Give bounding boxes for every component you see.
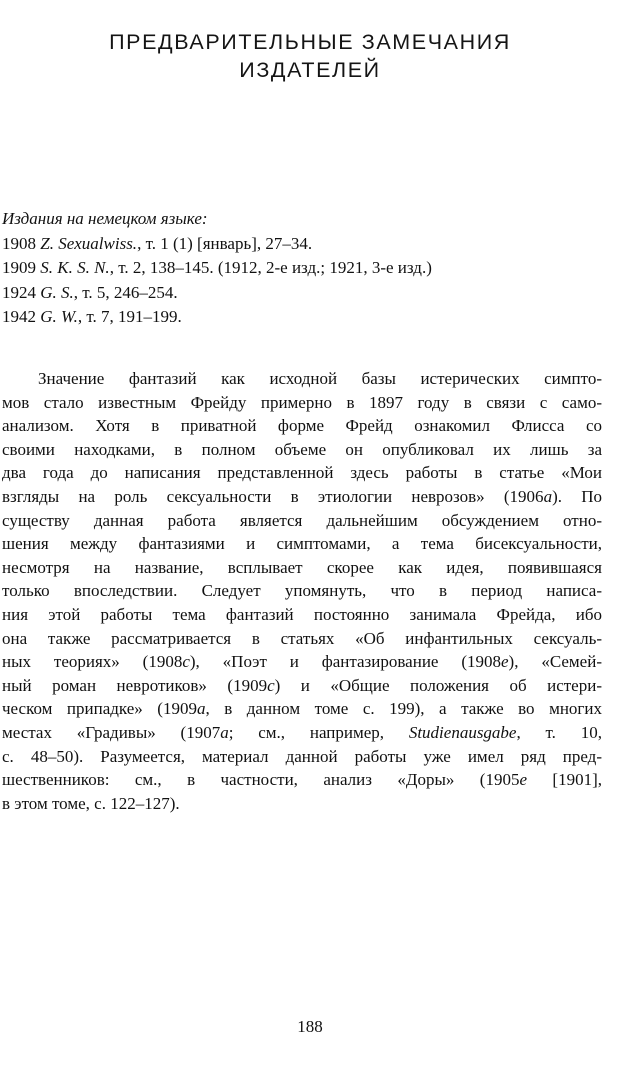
- edition-year: 1908: [2, 233, 36, 253]
- edition-source: S. K. S. N.: [40, 258, 110, 277]
- edition-source: G. W.: [40, 307, 78, 326]
- paragraph-line: Значение фантазий как исходной базы истерических симпто-: [38, 369, 602, 388]
- paragraph-line: местах «Градивы» (1907a; см., например, Studienausgabe, т. 10,: [2, 722, 602, 742]
- edition-entry: [2, 232, 602, 257]
- edition-details: , т. 1 (1) [январь], 27–34.: [137, 233, 313, 253]
- editions-list: [2, 207, 602, 330]
- edition-year: 1924: [2, 282, 36, 302]
- page-title-line-2: ИЗДАТЕЛЕЙ: [239, 58, 381, 82]
- edition-year: 1942: [2, 307, 36, 326]
- paragraph-line: анализом. Хотя в приватной форме Фрейд ознакомил Флисса со: [2, 416, 602, 436]
- paragraph-line: шения между фантазиями и симптомами, а тема бисексуальности,: [2, 534, 602, 554]
- edition-entry: [2, 281, 602, 306]
- paragraph-line: два года до написания представленной здесь работы в статье «Мои: [2, 463, 602, 483]
- paragraph-line: своими находками, в полном объеме он опубликовал их лишь за: [2, 439, 602, 459]
- edition-source: G. S.: [40, 282, 74, 302]
- paragraph-line: несмотря на название, всплывает скорее как идея, появившаяся: [2, 557, 602, 577]
- paragraph-line: ния этой работы тема фантазий постоянно занимала Фрейда, ибо: [2, 604, 602, 624]
- body-paragraph: [2, 367, 602, 815]
- edition-source: Z. Sexualwiss.: [40, 233, 138, 253]
- edition-details: , т. 2, 138–145. (1912, 2-е изд.; 1921, 3-е изд.): [109, 258, 432, 277]
- edition-entry: [2, 256, 602, 281]
- paragraph-line: она также рассматривается в статьях «Об инфантильных сексуаль-: [2, 628, 602, 648]
- edition-details: , т. 5, 246–254.: [73, 282, 178, 302]
- paragraph-line: в этом томе, с. 122–127).: [2, 793, 180, 813]
- edition-entry: [2, 305, 602, 330]
- edition-year: 1909: [2, 258, 36, 277]
- page-title: [0, 28, 620, 84]
- paragraph-line: шественников: см., в частности, анализ «Доры» (1905e [1901],: [2, 770, 602, 790]
- paragraph-line: ческом припадке» (1909a, в данном томе с. 199), а также во многих: [2, 699, 602, 719]
- paragraph-line: только впоследствии. Следует упомянуть, что в период написа-: [2, 581, 602, 601]
- paragraph-line: ных теориях» (1908c), «Поэт и фантазирование (1908e), «Семей-: [2, 652, 602, 672]
- edition-details: , т. 7, 191–199.: [77, 307, 182, 326]
- paragraph-line: ный роман невротиков» (1909c) и «Общие положения об истери-: [2, 675, 602, 695]
- page-title-line-1: ПРЕДВАРИТЕЛЬНЫЕ ЗАМЕЧАНИЯ: [109, 30, 511, 54]
- paragraph-line: существу данная работа является дальнейшим обсуждением отно-: [2, 510, 602, 530]
- editions-heading: Издания на немецком языке:: [2, 209, 208, 228]
- paragraph-line: с. 48–50). Разумеется, материал данной работы уже имел ряд пред-: [2, 746, 602, 766]
- paragraph-line: взгляды на роль сексуальности в этиологии неврозов» (1906a). По: [2, 486, 602, 506]
- paragraph-line: мов стало известным Фрейду примерно в 1897 году в связи с само-: [2, 392, 602, 412]
- page-number: 188: [297, 1017, 323, 1036]
